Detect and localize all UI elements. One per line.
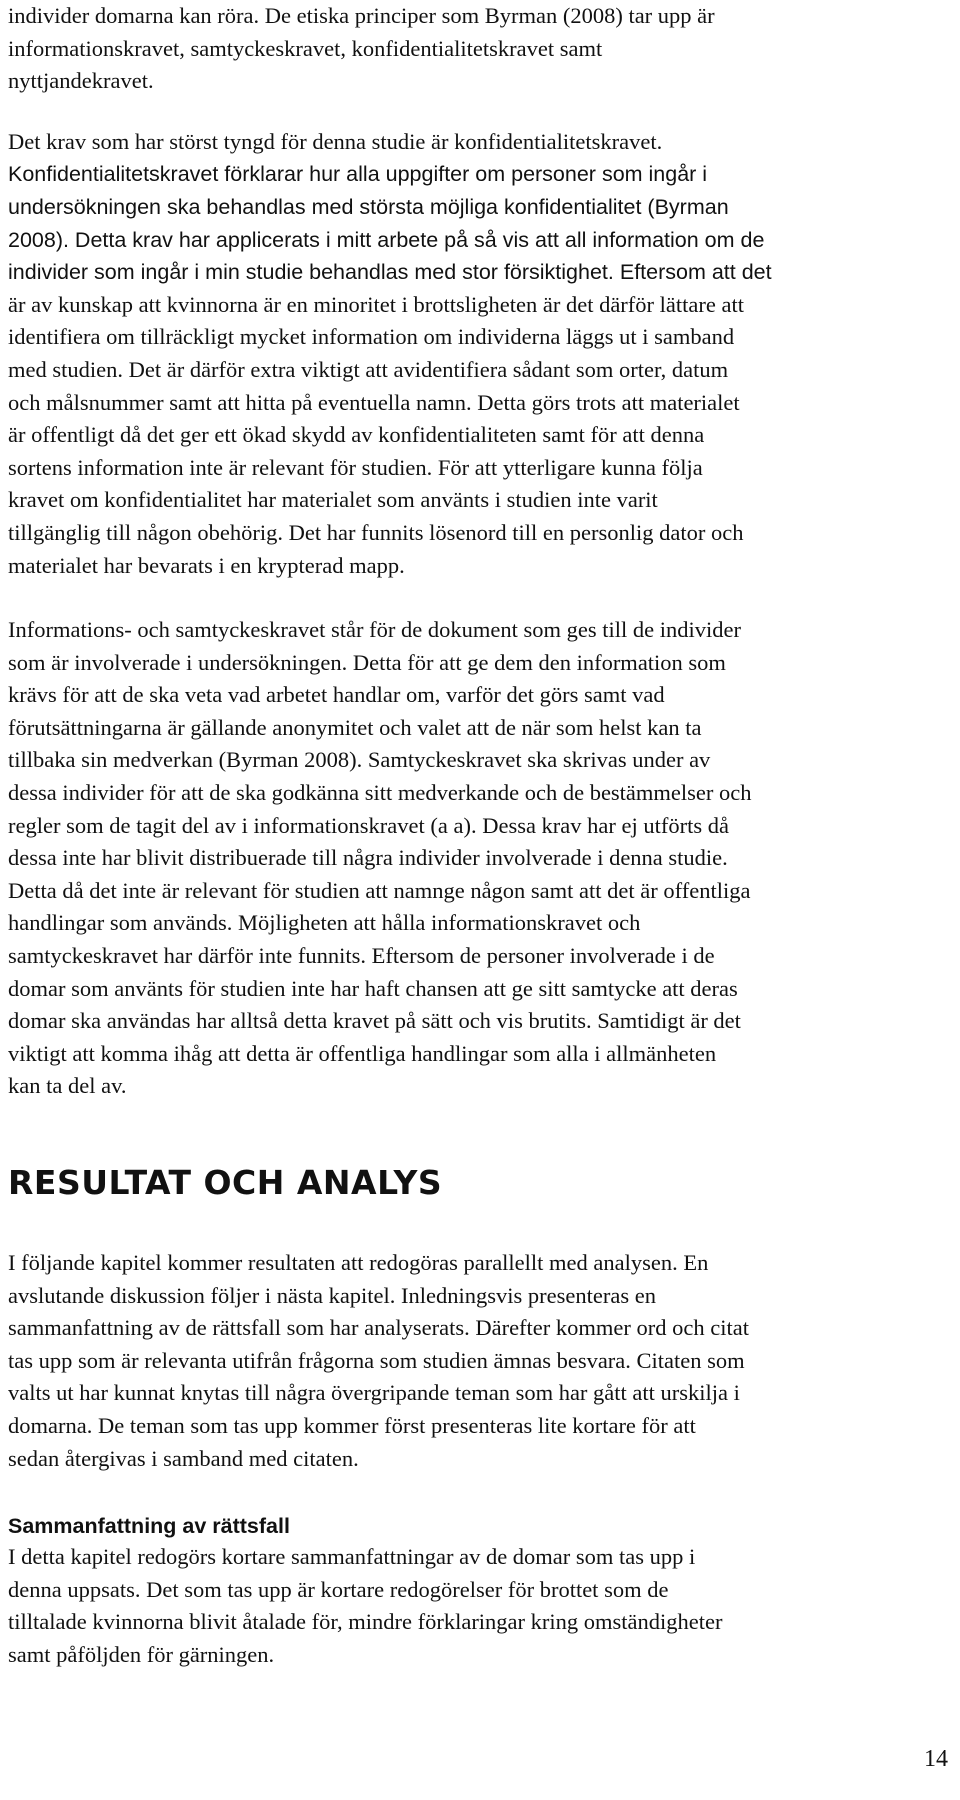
text-line: kravet om konfidentialitet har materialet som använts i studien inte varit (8, 487, 658, 513)
subsection-heading: Sammanfattning av rättsfall (8, 1514, 290, 1539)
paragraph-confidentiality (8, 126, 953, 582)
document-page (8, 0, 953, 1672)
text-line: individer domarna kan röra. De etiska principer som Byrman (2008) tar upp är (8, 3, 715, 28)
text-line: I följande kapitel kommer resultaten att redogöras parallellt med analysen. En (8, 1250, 709, 1275)
text-line: domarna. De teman som tas upp kommer först presenteras lite kortare för att (8, 1412, 696, 1438)
text-line: undersökningen ska behandlas med största möjliga konfidentialitet (Byrman (8, 194, 729, 219)
text-line: nyttjandekravet. (8, 68, 154, 94)
paragraph-information-consent (8, 614, 953, 1103)
text-line: domar ska användas har alltså detta kravet på sätt och vis brutits. Samtidigt är det (8, 1008, 741, 1034)
text-line: handlingar som används. Möjligheten att hålla informationskravet och (8, 910, 641, 936)
text-line: sammanfattning av de rättsfall som har analyserats. Därefter kommer ord och citat (8, 1315, 749, 1341)
text-line: Konfidentialitetskravet förklarar hur alla uppgifter om personer som ingår i (8, 162, 708, 187)
text-line: viktigt att komma ihåg att detta är offentliga handlingar som alla i allmänheten (8, 1040, 717, 1066)
text-line: kan ta del av. (8, 1073, 127, 1099)
text-line: denna uppsats. Det som tas upp är kortare redogörelser för brottet som de (8, 1576, 669, 1602)
paragraph-ethics-intro (8, 0, 953, 98)
text-line: valts ut har kunnat knytas till några övergripande teman som har gått att urskilja i (8, 1380, 740, 1406)
text-line: med studien. Det är därför extra viktigt att avidentifiera sådant som orter, datum (8, 356, 729, 382)
text-line: regler som de tagit del av i informationskravet (a a). Dessa krav har ej utförts då (8, 812, 729, 838)
text-line: avslutande diskussion följer i nästa kapitel. Inledningsvis presenteras en (8, 1282, 656, 1308)
text-line: I detta kapitel redogörs kortare sammanfattningar av de domar som tas upp i (8, 1544, 696, 1570)
paragraph-results-intro (8, 1247, 953, 1475)
text-line: samtyckeskravet har därför inte funnits. Eftersom de personer involverade i de (8, 943, 715, 969)
text-line: Detta då det inte är relevant för studien att namnge någon samt att det är offentliga (8, 877, 751, 903)
text-line: Informations- och samtyckeskravet står för de dokument som ges till de individer (8, 617, 741, 643)
text-line: domar som använts för studien inte har haft chansen att ge sitt samtycke att deras (8, 975, 738, 1001)
text-line: Det krav som har störst tyngd för denna studie är konfidentialitetskravet. (8, 128, 663, 154)
text-line: informationskravet, samtyckeskravet, konfidentialitetskravet samt (8, 35, 603, 61)
text-line: individer som ingår i min studie behandlas med stor försiktighet. Eftersom att det (8, 260, 772, 285)
text-line: och målsnummer samt att hitta på eventuella namn. Detta görs trots att materialet (8, 389, 740, 415)
text-line: tas upp som är relevanta utifrån frågorna som studien ämnas besvara. Citaten som (8, 1347, 745, 1373)
text-line: sedan återgivas i samband med citaten. (8, 1445, 359, 1471)
text-line: sortens information inte är relevant för studien. För att ytterligare kunna följa (8, 454, 703, 480)
text-line: krävs för att de ska veta vad arbetet handlar om, varför det görs samt vad (8, 682, 665, 708)
text-line: samt påföljden för gärningen. (8, 1641, 275, 1667)
text-line: 2008). Detta krav har applicerats i mitt arbete på så vis att all information om de (8, 227, 765, 252)
text-line: tilltalade kvinnorna blivit åtalade för, mindre förklaringar kring omständigheter (8, 1609, 723, 1635)
paragraph-case-summary (8, 1541, 953, 1671)
section-heading: RESULTAT OCH ANALYS (8, 1163, 443, 1202)
text-line: som är involverade i undersökningen. Detta för att ge dem den information som (8, 649, 726, 675)
text-line: dessa inte har blivit distribuerade till några individer involverade i denna studie. (8, 845, 728, 871)
text-line: är av kunskap att kvinnorna är en minoritet i brottsligheten är det därför lättare att (8, 291, 744, 317)
text-line: förutsättningarna är gällande anonymitet och valet att de när som helst kan ta (8, 714, 702, 740)
text-line: tillgänglig till någon obehörig. Det har funnits lösenord till en personlig dator och (8, 519, 744, 545)
page-number: 14 (924, 1746, 948, 1772)
text-line: materialet har bevarats i en krypterad mapp. (8, 552, 405, 578)
text-line: identifiera om tillräckligt mycket information om individerna läggs ut i samband (8, 324, 735, 350)
text-line: är offentligt då det ger ett ökad skydd av konfidentialiteten samt för att denna (8, 422, 705, 448)
text-line: dessa individer för att de ska godkänna sitt medverkande och de bestämmelser och (8, 780, 752, 806)
text-line: tillbaka sin medverkan (Byrman 2008). Samtyckeskravet ska skrivas under av (8, 747, 711, 773)
